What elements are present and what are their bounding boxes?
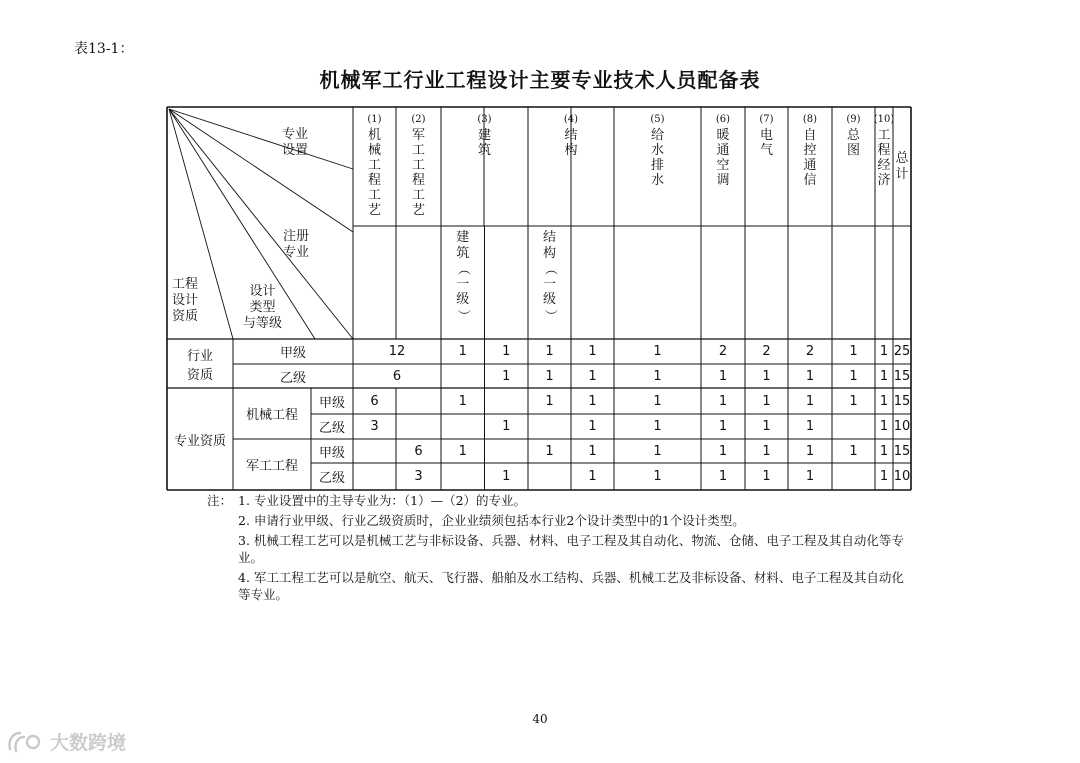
specialty-name-char: 经	[877, 158, 891, 173]
cell-mech_b-v10: 1	[879, 419, 889, 434]
registered-structure-grade1: 结 构 （ 一 级 ）	[542, 230, 558, 322]
specialty-name-char: 图	[846, 143, 860, 158]
specialty-name-char: 机	[367, 128, 381, 143]
note-prefix: 注：	[207, 493, 233, 508]
cell-mil_a-v3a: 1	[458, 443, 467, 459]
cell-mil_a-v5: 1	[653, 443, 662, 459]
notes-section	[207, 492, 907, 606]
total-header: 总 计	[895, 151, 909, 182]
cell-mil_b-total: 10	[893, 469, 911, 484]
row-label-mil-grade-b: 乙级	[318, 471, 345, 486]
specialty-name-char: 水	[650, 173, 664, 188]
cell-industry_a-v5: 1	[653, 344, 662, 359]
cell-mech_b-v9	[832, 414, 875, 439]
cell-mil_b-v8: 1	[805, 469, 815, 484]
cell-industry_a-v8: 2	[805, 344, 815, 359]
cell-mil_a-v6: 1	[718, 443, 728, 459]
cell-mil_a-c2: 6	[414, 443, 423, 459]
specialty-name-char: 总	[846, 128, 860, 143]
cell-mil_b-v5: 1	[653, 469, 662, 484]
specialty-name-char: 信	[803, 173, 817, 188]
specialty-header-3	[441, 112, 528, 158]
row-label-mil-grade-a: 甲级	[318, 445, 345, 461]
specialty-name-char: 工	[411, 158, 425, 173]
cell-industry_a-v7: 2	[762, 344, 771, 359]
specialty-header-4	[528, 112, 614, 158]
note-text: 2. 申请行业甲级、行业乙级资质时，企业业绩须包括本行业2个设计类型中的1个设计类型。	[238, 513, 745, 528]
cell-mil_a-v4b: 1	[588, 443, 597, 459]
specialty-header-8	[788, 112, 832, 188]
page-number: 40	[532, 712, 548, 726]
cell-mil_b-v9	[832, 463, 875, 490]
cell-industry_a-v9: 1	[849, 344, 858, 359]
registered-architecture-grade1: 建 筑 （ 一 级 ）	[455, 230, 471, 322]
specialty-name-char: 给	[650, 128, 664, 143]
specialty-name-char: 气	[759, 143, 773, 158]
specialty-name-char: 工	[411, 143, 425, 158]
cell-industry_a-total: 25	[893, 344, 911, 359]
cell-mech_a-v7: 1	[762, 393, 771, 409]
note-1	[207, 492, 907, 509]
specialty-name-char: 工	[367, 158, 381, 173]
cell-mil_a-v8: 1	[805, 443, 815, 459]
cell-industry_b-engineering: 6	[392, 368, 402, 384]
cell-mil_b-c1	[353, 463, 396, 490]
note-4	[207, 569, 907, 603]
specialty-header-9	[832, 112, 875, 158]
document-title: 机械军工行业工程设计主要专业技术人员配备表	[319, 68, 761, 92]
cell-mil_b-c2: 3	[414, 469, 423, 484]
cell-mech_b-v4b: 1	[588, 419, 597, 434]
cell-industry_a-v4b: 1	[588, 344, 597, 359]
note-text: 1. 专业设置中的主导专业为：（1）—（2）的专业。	[238, 493, 527, 508]
row-label-military: 军工工程	[245, 459, 298, 474]
cell-mil_b-v6: 1	[718, 469, 728, 484]
cell-industry_b-v4a: 1	[545, 368, 554, 384]
specialty-index: (8)	[802, 114, 818, 125]
specialty-name-char: 水	[650, 143, 664, 158]
cell-mil_a-c1	[353, 439, 396, 463]
cell-mech_a-v8: 1	[805, 393, 815, 409]
cell-mech_a-v4b: 1	[588, 393, 597, 409]
cell-mil_a-v9: 1	[849, 443, 858, 459]
specialty-name-char: 排	[650, 158, 664, 173]
specialty-name-char: 程	[877, 143, 891, 158]
specialty-header-2	[396, 112, 441, 218]
cell-mech_b-v3a	[441, 414, 485, 439]
specialty-name-char: 结	[564, 128, 578, 143]
specialty-name-char: 构	[564, 143, 578, 158]
specialty-header-5	[614, 112, 701, 188]
cell-mech_a-v6: 1	[718, 393, 728, 409]
cell-mech_a-v3a: 1	[458, 393, 467, 409]
cell-mech_a-total: 15	[893, 393, 911, 409]
cell-mil_b-v4a	[528, 463, 571, 490]
watermark-logo-icon	[6, 729, 46, 755]
specialty-header-6	[701, 112, 745, 188]
cell-mil_a-v4a: 1	[545, 443, 554, 459]
row-label-industry-grade-a: 甲级	[279, 346, 306, 361]
cell-mech_a-v3b	[485, 388, 529, 414]
specialty-name-char: 电	[759, 128, 773, 143]
row-label-industry: 行业 资质	[186, 348, 213, 383]
specialty-name-char: 控	[803, 143, 817, 158]
watermark-text: 大数跨境	[50, 732, 127, 754]
row-label-mech-grade-a: 甲级	[318, 395, 345, 411]
cell-industry_b-v6: 1	[718, 368, 728, 384]
cell-mech_b-v6: 1	[718, 419, 728, 434]
cell-industry_a-v4a: 1	[545, 344, 554, 359]
specialty-index: (6)	[715, 114, 731, 125]
cell-mil_b-v7: 1	[762, 469, 771, 484]
specialty-name-char: 程	[367, 173, 381, 188]
specialty-index: (4)	[563, 114, 579, 125]
diagonal-line	[169, 109, 353, 232]
diagonal-line	[169, 109, 353, 169]
cell-mech_b-c1: 3	[370, 419, 379, 434]
corner-label-qualification: 工程 设计 资质	[172, 277, 199, 324]
cell-mech_a-v9: 1	[849, 393, 858, 409]
cell-industry_a-v3b: 1	[502, 344, 511, 359]
cell-mech_a-c2	[396, 388, 441, 414]
specialty-index: (7)	[759, 114, 774, 125]
specialty-name-char: 暖	[716, 128, 730, 143]
cell-mech_b-v3b: 1	[502, 419, 511, 434]
specialty-name-char: 军	[411, 128, 425, 143]
cell-industry_b-v4b: 1	[588, 368, 597, 384]
specialty-name-char: 通	[803, 158, 817, 173]
specialty-name-char: 济	[877, 173, 891, 188]
staffing-table	[167, 107, 911, 490]
cell-industry_b-v10: 1	[879, 368, 889, 384]
cell-mech_a-v10: 1	[879, 393, 889, 409]
specialty-header-10	[875, 112, 893, 188]
specialty-name-char: 程	[411, 173, 425, 188]
cell-industry_b-v9: 1	[849, 368, 858, 384]
specialty-name-char: 工	[367, 188, 381, 203]
cell-mech_b-c2	[396, 414, 441, 439]
cell-industry_b-total: 15	[893, 368, 911, 384]
cell-mil_a-v7: 1	[762, 443, 771, 459]
specialty-header-1	[353, 112, 396, 218]
cell-industry_b-v3b: 1	[502, 368, 511, 384]
specialty-index: (9)	[846, 114, 861, 125]
cell-industry_b-v7: 1	[762, 368, 771, 384]
specialty-name-char: 艺	[367, 203, 381, 218]
specialty-name-char: 自	[803, 128, 817, 143]
note-text: 3. 机械工程工艺可以是机械工艺与非标设备、兵器、材料、电子工程及其自动化、物流、仓储、电子工程及其自动化等专业。	[238, 533, 904, 565]
cell-mech_b-v5: 1	[653, 419, 662, 434]
specialty-name-char: 建	[477, 128, 491, 143]
note-3	[207, 532, 907, 566]
cell-mech_b-v7: 1	[762, 419, 771, 434]
specialty-name-char: 工	[877, 128, 891, 143]
cell-mil_a-total: 15	[893, 443, 911, 459]
specialty-name-char: 筑	[477, 143, 491, 158]
corner-label-professional-setting: 专业 设置	[282, 127, 309, 158]
corner-label-design-type-grade: 设计 类型 与等级	[243, 284, 283, 331]
row-label-industry-grade-b: 乙级	[279, 370, 306, 386]
note-text: 4. 军工工程工艺可以是航空、航天、飞行器、船舶及水工结构、兵器、机械工艺及非标设备、材料、电子工程及其自动化等专业。	[238, 570, 904, 602]
cell-mil_b-v4b: 1	[588, 469, 597, 484]
cell-mech_a-v5: 1	[653, 393, 662, 409]
specialty-index: (10)	[873, 114, 895, 125]
cell-industry_a-v3a: 1	[458, 344, 467, 359]
specialty-name-char: 通	[716, 143, 730, 158]
cell-mil_b-v3a	[441, 463, 485, 490]
cell-industry_b-v8: 1	[805, 368, 815, 384]
cell-mech_a-v4a: 1	[545, 393, 554, 409]
watermark	[6, 728, 126, 755]
specialty-index: (3)	[477, 114, 492, 125]
row-label-mechanical: 机械工程	[245, 408, 298, 423]
cell-industry_a-v10: 1	[879, 344, 889, 359]
cell-industry_a-v6: 2	[718, 344, 728, 359]
note-2	[207, 512, 907, 529]
cell-mil_b-v3b: 1	[502, 469, 511, 484]
cell-mech_b-v4a	[528, 414, 571, 439]
cell-industry_b-v5: 1	[653, 368, 662, 384]
cell-mil_a-v3b	[485, 439, 529, 463]
specialty-name-char: 空	[716, 158, 730, 173]
cell-mech_a-c1: 6	[370, 393, 379, 409]
cell-industry_b-v3a	[441, 364, 485, 388]
specialty-index: (2)	[411, 114, 426, 125]
specialty-index: (5)	[650, 114, 665, 125]
cell-mil_b-v10: 1	[879, 469, 889, 484]
specialty-name-char: 调	[716, 173, 730, 188]
row-label-mech-grade-b: 乙级	[318, 421, 345, 436]
specialty-name-char: 械	[367, 143, 381, 158]
specialty-name-char: 工	[411, 188, 425, 203]
specialty-index: (1)	[367, 114, 382, 125]
cell-industry_a-engineering: 12	[388, 344, 406, 359]
row-label-specialty: 专业资质	[173, 433, 226, 449]
corner-label-registered-specialty: 注册 专业	[283, 229, 310, 260]
cell-mil_a-v10: 1	[879, 443, 889, 459]
table-label: 表13-1：	[74, 41, 134, 57]
cell-mech_b-total: 10	[893, 419, 911, 434]
specialty-name-char: 艺	[411, 203, 425, 218]
cell-mech_b-v8: 1	[805, 419, 815, 434]
specialty-header-7	[745, 112, 788, 158]
